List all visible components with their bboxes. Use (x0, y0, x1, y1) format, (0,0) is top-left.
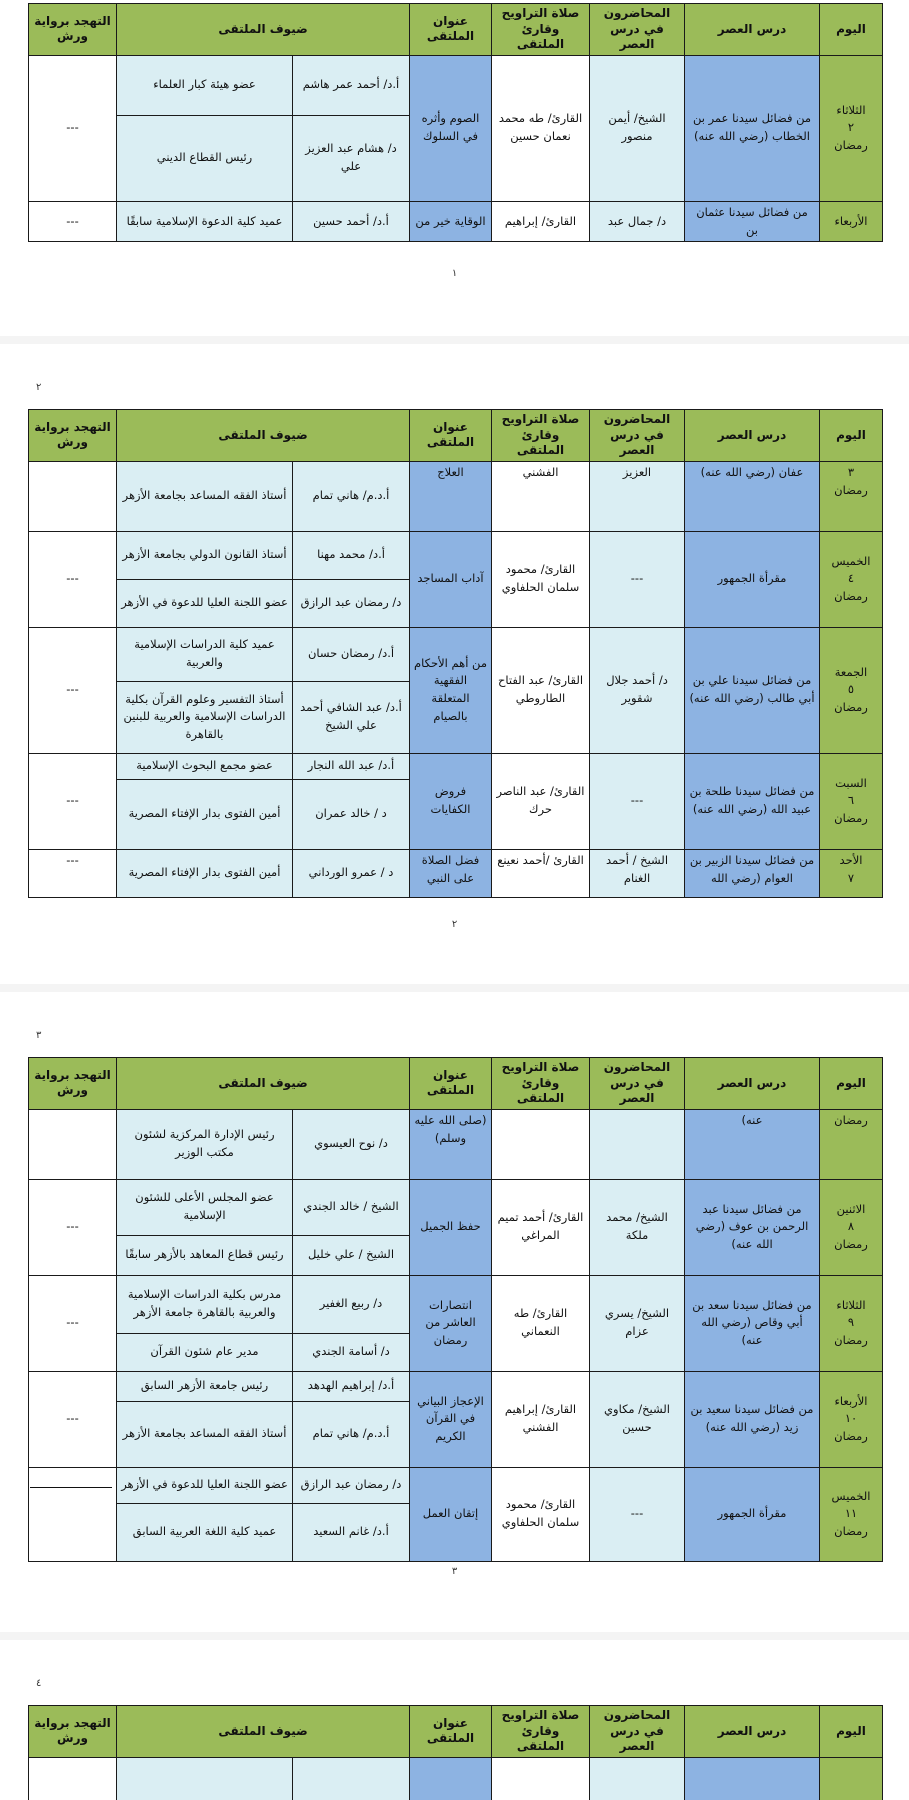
prayer-cell: القارئ/ طه النعماني (492, 1275, 590, 1371)
guest-name: د / عمرو الورداني (293, 849, 410, 897)
day-cell: الاثنين ٨ رمضان (820, 1179, 883, 1275)
guest-role: أستاذ الفقه المساعد بجامعة الأزهر (117, 461, 293, 531)
page-1 (0, 0, 909, 336)
guest-role: عضو المجلس الأعلى للشئون الإسلامية (117, 1179, 293, 1235)
prayer-cell: القارئ/ محمود سلمان الحلفاوي (492, 531, 590, 627)
guest-role: رئيس جامعة الأزهر السابق (117, 1371, 293, 1401)
tahajjud-cell: --- (29, 1275, 117, 1371)
topic-cell: من أهم الأحكام الفقهية المتعلقة بالصيام (410, 627, 492, 753)
header-lecturer: المحاضرون في درس العصر (590, 410, 685, 462)
lesson-cell: من فضائل سيدنا طلحة بن عبيد الله (رضي الله عنه) (685, 753, 820, 849)
topic-cell: الوقاية خير من (410, 201, 492, 242)
guest-role: عضو مجمع البحوث الإسلامية (117, 753, 293, 779)
guest-role: عميد كلية الدراسات الإسلامية والعربية (117, 627, 293, 681)
tahajjud-cell: --- (29, 1179, 117, 1275)
topic-cell: آداب المساجد (410, 531, 492, 627)
header-guests: ضيوف الملتقى (117, 4, 410, 56)
header-prayer: صلاة التراويح وقارئ الملتقى (492, 4, 590, 56)
day-cell: رمضان (820, 1109, 883, 1179)
lecturer-cell: الشيخ/ محمد ملكة (590, 1179, 685, 1275)
guest-role: رئيس الإدارة المركزية لشئون مكتب الوزير (117, 1109, 293, 1179)
day-cell: الأربعاء ١٠ رمضان (820, 1371, 883, 1467)
tahajjud-cell: --- (29, 1371, 117, 1467)
guest-role: أستاذ التفسير وعلوم القرآن بكلية الدراسات الإسلامية والعربية للبنين بالقاهرة (117, 681, 293, 753)
tahajjud-cell: --- (29, 849, 117, 897)
guest-name: أ.د/ عبد الشافي أحمد علي الشيخ (293, 681, 410, 753)
guest-name (293, 1757, 410, 1800)
guest-role: عميد كلية الدعوة الإسلامية سابقًا (117, 201, 293, 242)
lecturer-cell: العزيز (590, 461, 685, 531)
page-number: ٣ (36, 1030, 42, 1041)
lecturer-cell (590, 1109, 685, 1179)
header-lesson: درس العصر (685, 1706, 820, 1758)
topic-cell: الصوم وأثره في السلوك (410, 55, 492, 201)
prayer-cell: القارئ/ عبد الناصر حرك (492, 753, 590, 849)
tahajjud-cell (29, 1757, 117, 1800)
header-topic: عنوان الملتقى (410, 410, 492, 462)
page-number: ٤ (36, 1678, 42, 1689)
header-day: اليوم (820, 410, 883, 462)
topic-cell: فضل الصلاة على النبي (410, 849, 492, 897)
guest-name: أ.د/ عبد الله النجار (293, 753, 410, 779)
lesson-cell (685, 1757, 820, 1800)
header-lecturer: المحاضرون في درس العصر (590, 1706, 685, 1758)
lecturer-cell: الشيخ/ يسري عزام (590, 1275, 685, 1371)
lecturer-cell: د/ أحمد جلال شقوير (590, 627, 685, 753)
topic-cell: العلاج (410, 461, 492, 531)
header-day: اليوم (820, 1058, 883, 1110)
topic-cell: فروض الكفايات (410, 753, 492, 849)
guest-role: عميد كلية اللغة العربية السابق (117, 1503, 293, 1561)
guest-name: أ.د/ رمضان حسان (293, 627, 410, 681)
guest-name: أ.د/ أحمد حسين (293, 201, 410, 242)
schedule-table-page-3 (28, 1057, 883, 1562)
lecturer-cell: --- (590, 1467, 685, 1561)
page-3 (0, 992, 909, 1632)
tahajjud-cell: --- (29, 531, 117, 627)
guest-name: أ.د/ محمد مهنا (293, 531, 410, 579)
header-lesson: درس العصر (685, 4, 820, 56)
tahajjud-cell (29, 1467, 117, 1561)
header-topic: عنوان الملتقى (410, 1058, 492, 1110)
lesson-cell: من فضائل سيدنا عثمان بن (685, 201, 820, 242)
tahajjud-cell (29, 461, 117, 531)
page-number: ٢ (36, 382, 42, 393)
header-day: اليوم (820, 1706, 883, 1758)
day-cell: الأحد ٧ (820, 849, 883, 897)
guest-role: عضو هيئة كبار العلماء (117, 55, 293, 115)
tahajjud-cell: --- (29, 753, 117, 849)
blank-line (30, 1486, 112, 1488)
header-guests: ضيوف الملتقى (117, 1706, 410, 1758)
header-lecturer: المحاضرون في درس العصر (590, 4, 685, 56)
lesson-cell: عنه) (685, 1109, 820, 1179)
prayer-cell: القارئ/ إبراهيم (492, 201, 590, 242)
header-tahajjud: التهجد برواية ورش (29, 1706, 117, 1758)
topic-cell: حفظ الجميل (410, 1179, 492, 1275)
guest-name: أ.د/ إبراهيم الهدهد (293, 1371, 410, 1401)
header-lesson: درس العصر (685, 410, 820, 462)
guest-role: عضو اللجنة العليا للدعوة في الأزهر (117, 579, 293, 627)
guest-role: مدير عام شئون القرآن (117, 1333, 293, 1371)
day-cell (820, 1757, 883, 1800)
topic-cell: الإعجاز البياني في القرآن الكريم (410, 1371, 492, 1467)
day-cell: الثلاثاء ٩ رمضان (820, 1275, 883, 1371)
tahajjud-cell: --- (29, 201, 117, 242)
guest-name: د/ ربيع الغفير (293, 1275, 410, 1333)
prayer-cell: القارئ/ عبد الفتاح الطاروطي (492, 627, 590, 753)
header-guests: ضيوف الملتقى (117, 410, 410, 462)
lesson-cell: مقرأة الجمهور (685, 1467, 820, 1561)
day-cell: السبت ٦ رمضان (820, 753, 883, 849)
lesson-cell: من فضائل سيدنا سعد بن أبي وقاص (رضي الله عنه) (685, 1275, 820, 1371)
topic-cell (410, 1757, 492, 1800)
guest-role: أمين الفتوى بدار الإفتاء المصرية (117, 849, 293, 897)
guest-name: أ.د.م/ هاني تمام (293, 1401, 410, 1467)
day-cell: الخميس ١١ رمضان (820, 1467, 883, 1561)
header-day: اليوم (820, 4, 883, 56)
header-topic: عنوان الملتقى (410, 1706, 492, 1758)
guest-role: عضو اللجنة العليا للدعوة في الأزهر (117, 1467, 293, 1503)
day-cell: الثلاثاء ٢ رمضان (820, 55, 883, 201)
header-prayer: صلاة التراويح وقارئ الملتقى (492, 1706, 590, 1758)
schedule-table-page-4 (28, 1705, 883, 1800)
day-cell: الأربعاء (820, 201, 883, 242)
guest-name: الشيخ / خالد الجندي (293, 1179, 410, 1235)
page-number: ٣ (451, 1566, 458, 1577)
guest-role: أستاذ القانون الدولي بجامعة الأزهر (117, 531, 293, 579)
page-number: ٢ (451, 919, 458, 930)
prayer-cell (492, 1109, 590, 1179)
prayer-cell: القارئ/ طه محمد نعمان حسين (492, 55, 590, 201)
topic-cell: انتصارات العاشر من رمضان (410, 1275, 492, 1371)
lesson-cell: من فضائل سيدنا علي بن أبي طالب (رضي الله عنه) (685, 627, 820, 753)
guest-name: د/ رمضان عبد الرازق (293, 579, 410, 627)
prayer-cell: القارئ/ محمود سلمان الحلفاوي (492, 1467, 590, 1561)
guest-name: أ.د/ غانم السعيد (293, 1503, 410, 1561)
header-prayer: صلاة التراويح وقارئ الملتقى (492, 1058, 590, 1110)
page-number: ١ (451, 268, 458, 279)
guest-name: د/ نوح العيسوي (293, 1109, 410, 1179)
guest-role: رئيس القطاع الديني (117, 115, 293, 201)
topic-cell: (صلى الله عليه وسلم) (410, 1109, 492, 1179)
day-cell: ٣ رمضان (820, 461, 883, 531)
header-tahajjud: التهجد برواية ورش (29, 1058, 117, 1110)
lesson-cell: من فضائل سيدنا عبد الرحمن بن عوف (رضي الله عنه) (685, 1179, 820, 1275)
page-4 (0, 1640, 909, 1800)
prayer-cell: القارئ /أحمد نعينع (492, 849, 590, 897)
tahajjud-cell: --- (29, 55, 117, 201)
lesson-cell: مقرأة الجمهور (685, 531, 820, 627)
header-tahajjud: التهجد برواية ورش (29, 410, 117, 462)
guest-role: رئيس قطاع المعاهد بالأزهر سابقًا (117, 1235, 293, 1275)
prayer-cell: الفشني (492, 461, 590, 531)
guest-name: د/ أسامة الجندي (293, 1333, 410, 1371)
lesson-cell: من فضائل سيدنا سعيد بن زيد (رضي الله عنه) (685, 1371, 820, 1467)
guest-role: مدرس بكلية الدراسات الإسلامية والعربية بالقاهرة جامعة الأزهر (117, 1275, 293, 1333)
lecturer-cell: الشيخ/ أيمن منصور (590, 55, 685, 201)
lecturer-cell: --- (590, 531, 685, 627)
guest-name: د / خالد عمران (293, 779, 410, 849)
prayer-cell (492, 1757, 590, 1800)
guest-name: أ.د/ أحمد عمر هاشم (293, 55, 410, 115)
guest-name: الشيخ / علي خليل (293, 1235, 410, 1275)
lesson-cell: من فضائل سيدنا الزبير بن العوام (رضي الله (685, 849, 820, 897)
lecturer-cell: الشيخ/ مكاوي حسين (590, 1371, 685, 1467)
lecturer-cell: الشيخ / أحمد الغنام (590, 849, 685, 897)
lecturer-cell (590, 1757, 685, 1800)
schedule-table-page-1 (28, 3, 883, 242)
lesson-cell: عفان (رضي الله عنه) (685, 461, 820, 531)
guest-name: د/ رمضان عبد الرازق (293, 1467, 410, 1503)
lecturer-cell: --- (590, 753, 685, 849)
header-lecturer: المحاضرون في درس العصر (590, 1058, 685, 1110)
header-guests: ضيوف الملتقى (117, 1058, 410, 1110)
lesson-cell: من فضائل سيدنا عمر بن الخطاب (رضي الله عنه) (685, 55, 820, 201)
tahajjud-cell (29, 1109, 117, 1179)
header-topic: عنوان الملتقى (410, 4, 492, 56)
guest-name: أ.د.م/ هاني تمام (293, 461, 410, 531)
day-cell: الخميس ٤ رمضان (820, 531, 883, 627)
schedule-table-page-2 (28, 409, 883, 898)
header-prayer: صلاة التراويح وقارئ الملتقى (492, 410, 590, 462)
header-tahajjud: التهجد برواية ورش (29, 4, 117, 56)
prayer-cell: القارئ/ أحمد تميم المراغي (492, 1179, 590, 1275)
header-lesson: درس العصر (685, 1058, 820, 1110)
guest-name: د/ هشام عبد العزيز علي (293, 115, 410, 201)
lecturer-cell: د/ جمال عبد (590, 201, 685, 242)
prayer-cell: القارئ/ إبراهيم الفشني (492, 1371, 590, 1467)
day-cell: الجمعة ٥ رمضان (820, 627, 883, 753)
guest-role: أستاذ الفقه المساعد بجامعة الأزهر (117, 1401, 293, 1467)
page-2 (0, 344, 909, 984)
tahajjud-cell: --- (29, 627, 117, 753)
guest-role: أمين الفتوى بدار الإفتاء المصرية (117, 779, 293, 849)
topic-cell: إتقان العمل (410, 1467, 492, 1561)
guest-role (117, 1757, 293, 1800)
